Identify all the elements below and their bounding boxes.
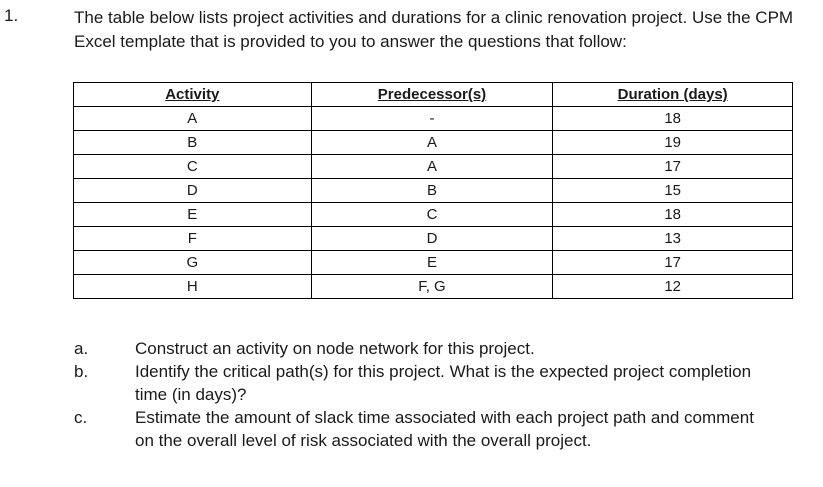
table-row — [74, 179, 793, 203]
cell-predecessors: F, G — [311, 275, 553, 299]
table-row — [74, 131, 793, 155]
question-number: 1. — [4, 6, 19, 25]
cell-predecessors: C — [311, 203, 553, 227]
cell-duration: 17 — [553, 251, 793, 275]
subquestion-text: Identify the critical path(s) for this project. What is the expected project completion time (in days)? — [135, 362, 752, 404]
cell-duration: 18 — [553, 107, 793, 131]
cell-predecessors: A — [311, 131, 553, 155]
activity-table — [73, 82, 793, 299]
cell-predecessors: B — [311, 179, 553, 203]
subquestion-text: Construct an activity on node network for this project. — [135, 339, 535, 358]
cell-duration: 12 — [553, 275, 793, 299]
header-duration: Duration (days) — [553, 83, 793, 107]
subquestion-letter: b. — [74, 362, 89, 381]
subquestion-b — [0, 360, 823, 406]
table-row — [74, 251, 793, 275]
cell-activity: G — [74, 251, 312, 275]
cell-duration: 18 — [553, 203, 793, 227]
subquestion-text: Estimate the amount of slack time associated with each project path and comment on the overall level of risk associated with the overall project. — [135, 408, 754, 450]
subquestion-list — [0, 337, 823, 452]
table-row — [74, 203, 793, 227]
cell-activity: A — [74, 107, 312, 131]
table-header-row — [74, 83, 793, 107]
cell-predecessors: - — [311, 107, 553, 131]
cell-activity: F — [74, 227, 312, 251]
cell-duration: 17 — [553, 155, 793, 179]
header-activity: Activity — [74, 83, 312, 107]
cell-activity: C — [74, 155, 312, 179]
cell-duration: 15 — [553, 179, 793, 203]
cell-activity: D — [74, 179, 312, 203]
header-predecessors: Predecessor(s) — [311, 83, 553, 107]
cell-duration: 13 — [553, 227, 793, 251]
cell-activity: B — [74, 131, 312, 155]
table-row — [74, 227, 793, 251]
table-row — [74, 107, 793, 131]
cell-activity: H — [74, 275, 312, 299]
subquestion-c — [0, 406, 823, 452]
subquestion-a — [0, 337, 823, 360]
subquestion-letter: a. — [74, 339, 89, 358]
table-row — [74, 155, 793, 179]
question-intro: The table below lists project activities and durations for a clinic renovation project. Use the CPM Excel template that is provided to you to answer the questions that follow: — [74, 8, 794, 51]
subquestion-letter: c. — [74, 408, 88, 427]
table-row — [74, 275, 793, 299]
cell-predecessors: D — [311, 227, 553, 251]
cell-predecessors: A — [311, 155, 553, 179]
cell-predecessors: E — [311, 251, 553, 275]
cell-duration: 19 — [553, 131, 793, 155]
cell-activity: E — [74, 203, 312, 227]
